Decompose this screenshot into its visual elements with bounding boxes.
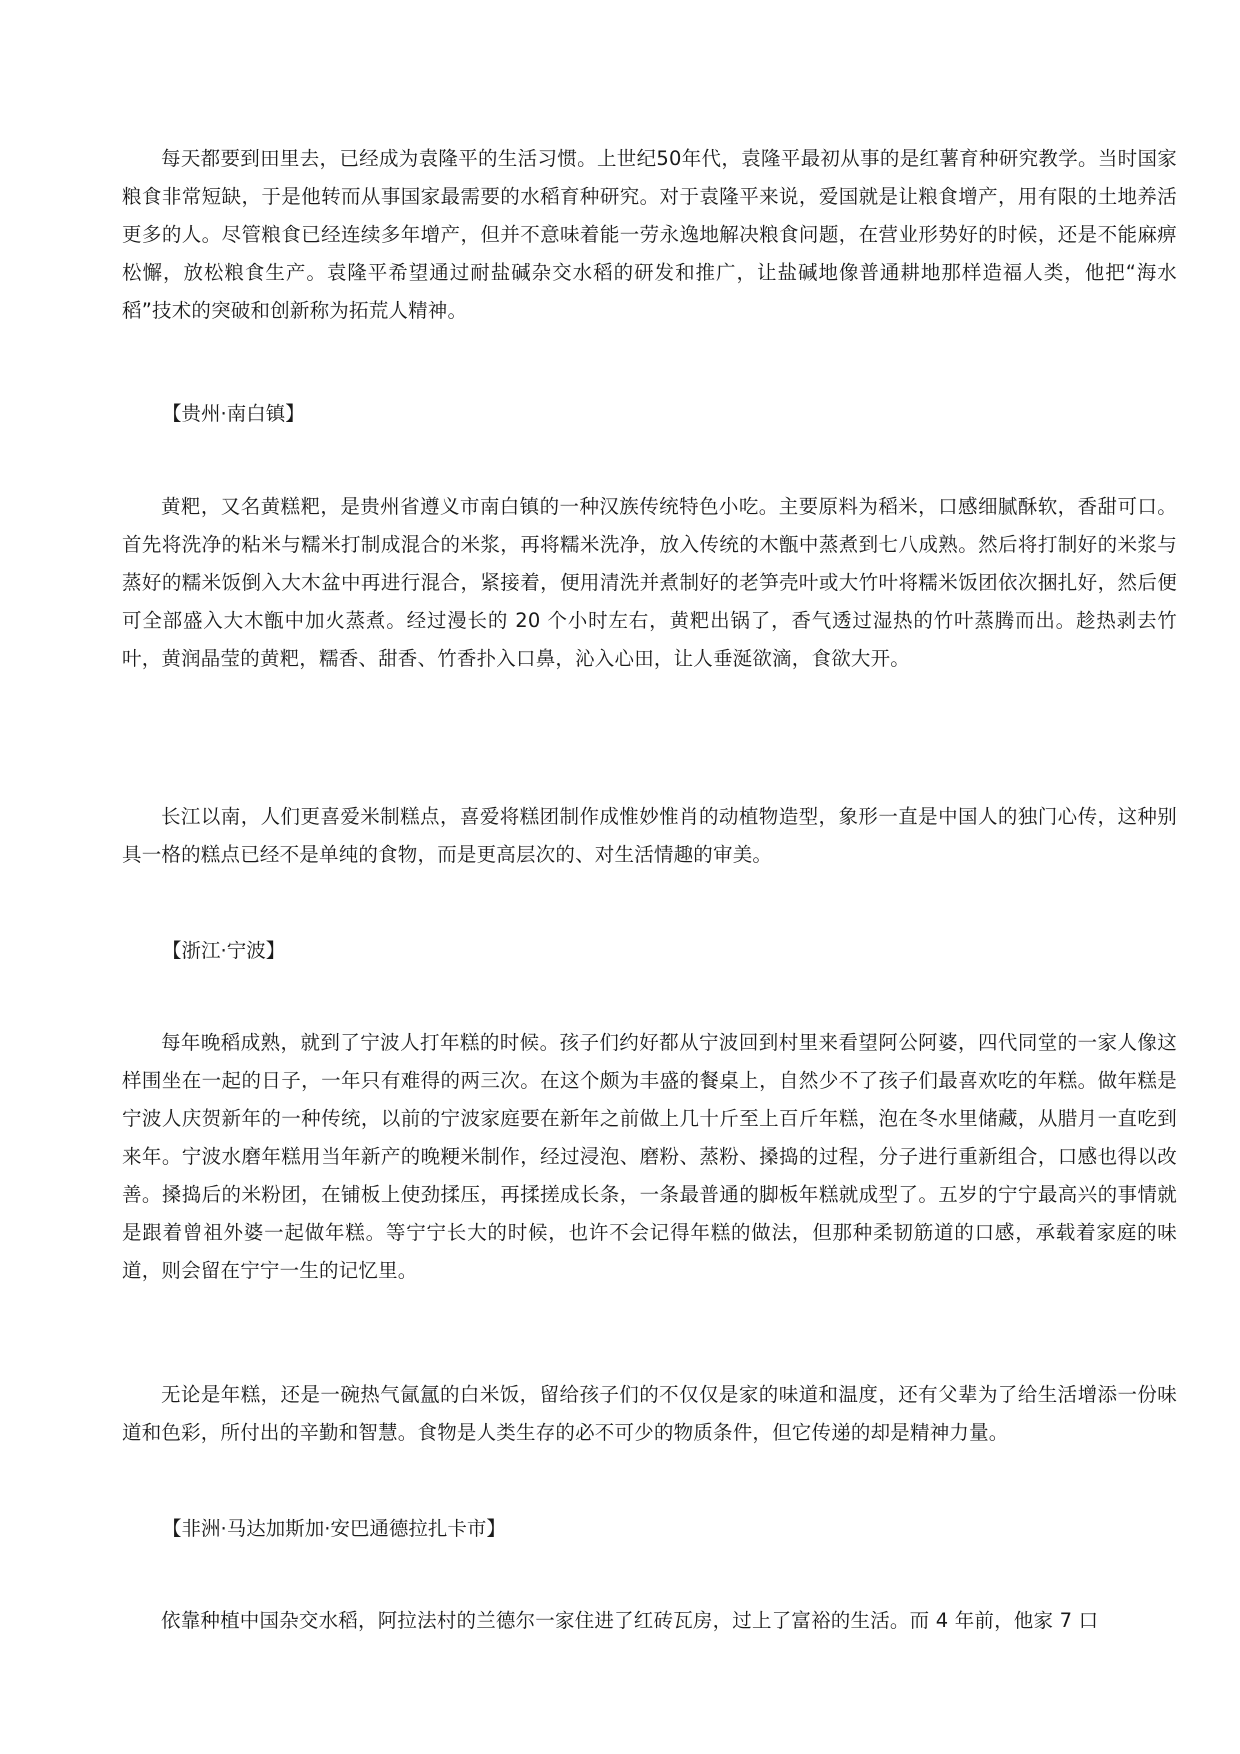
paragraph-huangba: 黄粑，又名黄糕粑，是贵州省遵义市南白镇的一种汉族传统特色小吃。主要原料为稻米，口感细腻酥软，香甜可口。首先将洗净的粘米与糯米打制成混合的米浆，再将糯米洗净，放入传统的木甑中蒸煮到七八成熟。然后将打制好的米浆与蒸好的糯米饭倒入大木盆中再进行混合，紧接着，便用清洗并煮制好的老笋壳叶或大竹叶将糯米饭团依次捆扎好，然后便可全部盛入大木甑中加火蒸煮。经过漫长的 20 个小时左右，黄粑出锅了，香气透过湿热的竹叶蒸腾而出。趁热剥去竹叶，黄润晶莹的黄粑，糯香、甜香、竹香扑入口鼻，沁入心田，让人垂涎欲滴，食欲大开。: [122, 495, 1177, 670]
section-heading-guizhou: 【贵州·南白镇】: [162, 402, 305, 425]
paragraph-spiritual-power: 无论是年糕，还是一碗热气氤氲的白米饭，留给孩子们的不仅仅是家的味道和温度，还有父辈为了给生活增添一份味道和色彩，所付出的辛勤和智慧。食物是人类生存的必不可少的物质条件，但它传递的却是精神力量。: [122, 1383, 1177, 1444]
paragraph-yuan-longping: 每天都要到田里去，已经成为袁隆平的生活习惯。上世纪50年代，袁隆平最初从事的是红薯育种研究教学。当时国家粮食非常短缺，于是他转而从事国家最需要的水稻育种研究。对于袁隆平来说，爱国就是让粮食增产，用有限的土地养活更多的人。尽管粮食已经连续多年增产，但并不意味着能一劳永逸地解决粮食问题，在营业形势好的时候，还是不能麻痹松懈，放松粮食生产。袁隆平希望通过耐盐碱杂交水稻的研发和推广，让盐碱地像普通耕地那样造福人类，他把“海水稻”技术的突破和创新称为拓荒人精神。: [122, 147, 1177, 322]
paragraph-madagascar-rice: 依靠种植中国杂交水稻，阿拉法村的兰德尔一家住进了红砖瓦房，过上了富裕的生活。而 4 年前，他家 7 口: [161, 1609, 1099, 1632]
paragraph-ningbo-niangao: 每年晚稻成熟，就到了宁波人打年糕的时候。孩子们约好都从宁波回到村里来看望阿公阿婆，四代同堂的一家人像这样围坐在一起的日子，一年只有难得的两三次。在这个颇为丰盛的餐桌上，自然少不了孩子们最喜欢吃的年糕。做年糕是宁波人庆贺新年的一种传统，以前的宁波家庭要在新年之前做上几十斤至上百斤年糕，泡在冬水里储藏，从腊月一直吃到来年。宁波水磨年糕用当年新产的晚粳米制作，经过浸泡、磨粉、蒸粉、搡捣的过程，分子进行重新组合，口感也得以改善。搡捣后的米粉团，在铺板上使劲揉压，再揉搓成长条，一条最普通的脚板年糕就成型了。五岁的宁宁最高兴的事情就是跟着曾祖外婆一起做年糕。等宁宁长大的时候，也许不会记得年糕的做法，但那种柔韧筋道的口感，承载着家庭的味道，则会留在宁宁一生的记忆里。: [122, 1031, 1177, 1282]
section-heading-madagascar: 【非洲·马达加斯加·安巴通德拉扎卡市】: [162, 1517, 506, 1540]
section-heading-ningbo: 【浙江·宁波】: [162, 939, 286, 962]
paragraph-jiangnan-cakes: 长江以南，人们更喜爱米制糕点，喜爱将糕团制作成惟妙惟肖的动植物造型，象形一直是中国人的独门心传，这种别具一格的糕点已经不是单纯的食物，而是更高层次的、对生活情趣的审美。: [122, 805, 1177, 866]
